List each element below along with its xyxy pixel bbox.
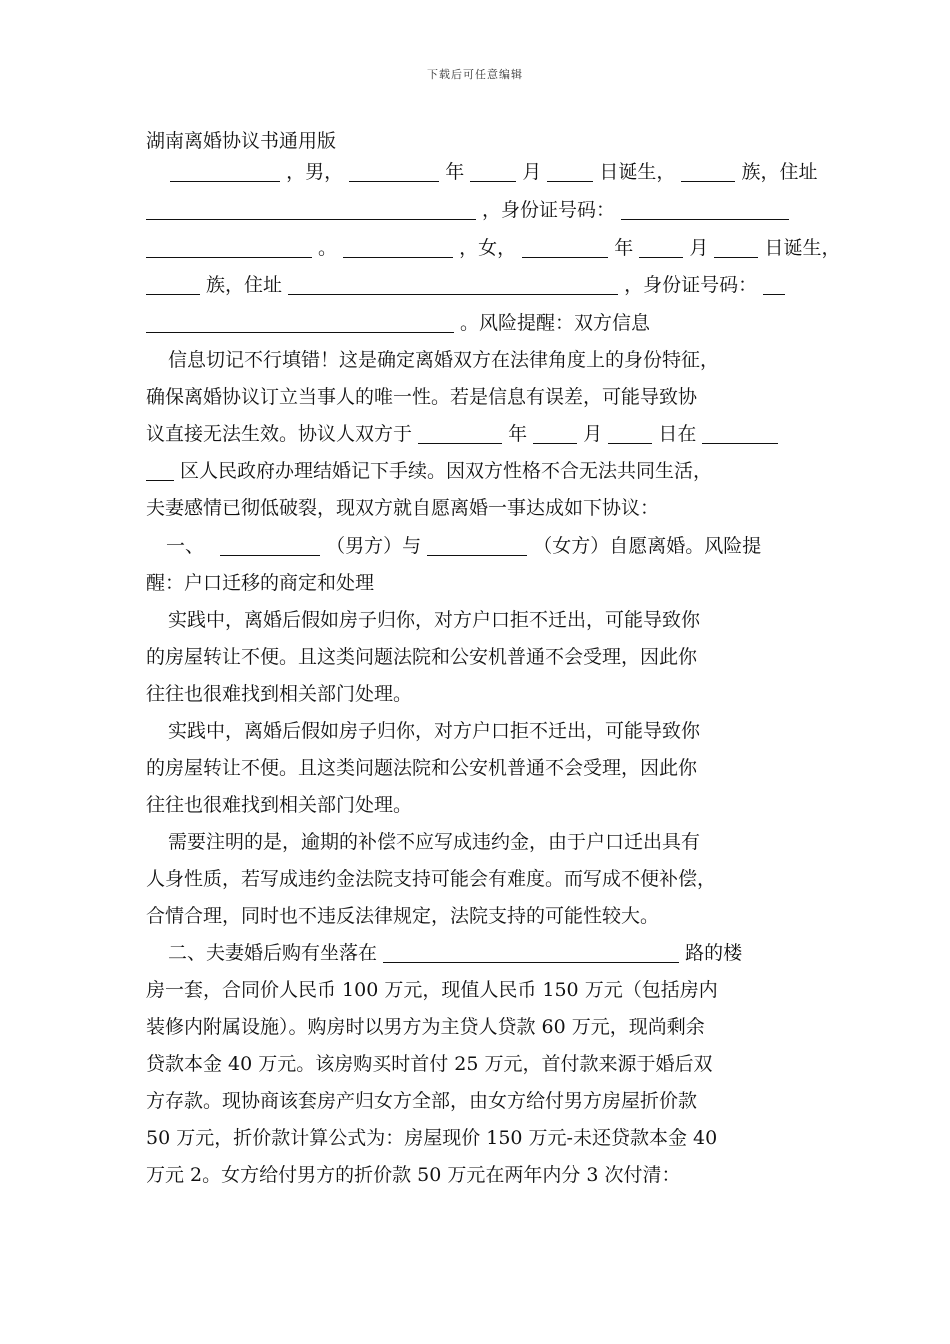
blank-field[interactable] — [533, 423, 577, 444]
blank-field[interactable] — [418, 423, 502, 444]
text-line: 装修内附属设施）。购房时以男方为主贷人贷款 60 万元，现尚剩余 — [146, 1016, 705, 1038]
text-line: 的房屋转让不便。且这类问题法院和公安机普通不会受理，因此你 — [146, 646, 698, 668]
text-line: 夫妻感情已彻低破裂，现双方就自愿离婚一事达成如下协议： — [146, 497, 660, 519]
blank-field[interactable] — [146, 312, 454, 333]
text-line: 的房屋转让不便。且这类问题法院和公安机普通不会受理，因此你 — [146, 757, 698, 779]
text-line: 议直接无法生效。协议人双方于 年 月 日在 — [146, 420, 778, 448]
blank-field[interactable] — [681, 161, 735, 182]
blank-field[interactable] — [170, 161, 280, 182]
blank-field[interactable] — [146, 237, 312, 258]
text-line: 合情合理，同时也不违反法律规定，法院支持的可能性较大。 — [146, 905, 660, 927]
text-line: 醒：户口迁移的商定和处理 — [146, 572, 375, 594]
blank-field[interactable] — [383, 942, 679, 963]
blank-field[interactable] — [470, 161, 516, 182]
blank-field[interactable] — [714, 237, 758, 258]
text-line: 。风险提醒：双方信息 — [146, 309, 650, 337]
blank-field[interactable] — [146, 199, 476, 220]
text-line: 需要注明的是，逾期的补偿不应写成违约金，由于户口迁出具有 — [168, 831, 701, 853]
blank-field[interactable] — [427, 535, 527, 556]
text-line: 一、 （男方）与 （女方）自愿离婚。风险提 — [166, 535, 762, 557]
blank-field[interactable] — [343, 237, 453, 258]
text-line: 。 ，女， 年 月 日诞生， — [146, 234, 841, 262]
text-line: ，身份证号码： — [146, 196, 789, 224]
text-line: 房一套，合同价人民币 100 万元，现值人民币 150 万元（包括房内 — [146, 979, 718, 1001]
text-line: 50 万元，折价款计算公式为：房屋现价 150 万元-未还贷款本金 40 — [146, 1127, 718, 1149]
text-line: 区人民政府办理结婚记下手续。因双方性格不合无法共同生活， — [146, 457, 712, 485]
text-line: 信息切记不行填错！这是确定离婚双方在法律角度上的身份特征， — [168, 349, 720, 371]
page-header-note: 下载后可任意编辑 — [427, 68, 523, 81]
text-line: 往往也很难找到相关部门处理。 — [146, 683, 413, 705]
blank-field[interactable] — [608, 423, 652, 444]
blank-field[interactable] — [220, 535, 320, 556]
text-line: 二、夫妻婚后购有坐落在 路的楼 — [168, 942, 743, 964]
blank-field[interactable] — [702, 423, 778, 444]
document-title: 湖南离婚协议书通用版 — [146, 130, 337, 152]
text-line: 万元 2。女方给付男方的折价款 50 万元在两年内分 3 次付清： — [146, 1164, 681, 1186]
blank-field[interactable] — [146, 274, 200, 295]
text-line: 往往也很难找到相关部门处理。 — [146, 794, 413, 816]
blank-field[interactable] — [522, 237, 608, 258]
text-line: 确保离婚协议订立当事人的唯一性。若是信息有误差，可能导致协 — [146, 386, 698, 408]
blank-field[interactable] — [763, 274, 785, 295]
text-line: 方存款。现协商该套房产归女方全部，由女方给付男方房屋折价款 — [146, 1090, 698, 1112]
blank-field[interactable] — [621, 199, 789, 220]
blank-field[interactable] — [639, 237, 683, 258]
text-line: 人身性质，若写成违约金法院支持可能会有难度。而写成不便补偿， — [146, 868, 717, 890]
blank-field[interactable] — [349, 161, 439, 182]
text-line: 族，住址 ，身份证号码： — [146, 271, 785, 299]
text-line: 实践中，离婚后假如房子归你，对方户口拒不迁出，可能导致你 — [168, 609, 701, 631]
blank-field[interactable] — [288, 274, 618, 295]
text-line: ，男， 年 月 日诞生， 族，住址 — [146, 158, 818, 186]
text-line: 贷款本金 40 万元。该房购买时首付 25 万元，首付款来源于婚后双 — [146, 1053, 713, 1075]
blank-field[interactable] — [547, 161, 593, 182]
blank-field[interactable] — [146, 460, 174, 481]
text-line: 实践中，离婚后假如房子归你，对方户口拒不迁出，可能导致你 — [168, 720, 701, 742]
